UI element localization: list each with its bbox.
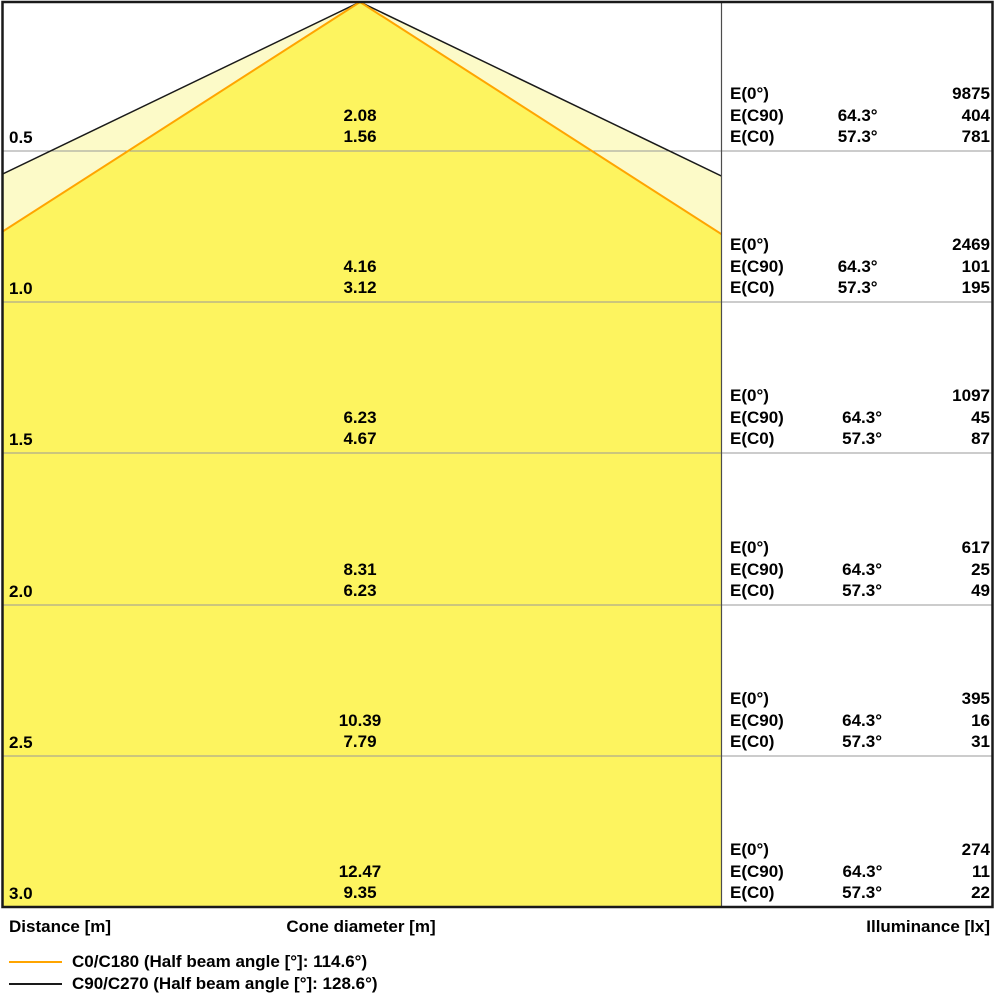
legend-c90-label: C90/C270 (Half beam angle [°]: 128.6°) [72,974,378,993]
ec0-label: E(C0) [730,732,775,751]
ec90-value: 45 [971,407,990,427]
illuminance-row [730,839,990,861]
ec0-value: 195 [961,278,990,297]
illuminance-row [730,537,990,559]
distance-label: 0.5 [9,128,33,147]
e0-label: E(0°) [730,386,769,405]
ec90-label: E(C90) [730,710,784,730]
ec90-value: 101 [961,256,990,276]
ec0-value: 49 [971,581,990,600]
e0-value: 395 [961,689,990,708]
ec90-angle: 64.3° [842,407,882,427]
e0-angle [833,234,952,256]
cone-diameter-c0: 6.23 [343,581,377,600]
illuminance-row [730,861,990,883]
e0-label: E(0°) [730,689,769,708]
cone-diameter-values [0,710,720,752]
ec90-label: E(C90) [730,407,784,427]
e0-angle [838,688,962,710]
ec0-angle: 57.3° [842,883,882,902]
ec0-label: E(C0) [730,581,775,600]
cone-diameter-c0: 4.67 [343,429,377,448]
cone-diameter-values [0,861,720,903]
illuminance-block [730,537,990,602]
cone-diameter-c90: 6.23 [343,408,377,427]
e0-label: E(0°) [730,840,769,859]
illuminance-row [730,731,990,753]
illuminance-row [730,105,990,127]
cone-diameter-c0: 3.12 [343,278,377,297]
ec90-angle: 64.3° [842,861,883,881]
c0-line-swatch-icon [9,961,62,963]
illuminance-row [730,710,990,732]
illuminance-row [730,234,990,256]
e0-value: 274 [961,840,990,859]
ec90-angle: 64.3° [837,105,878,125]
illuminance-row [730,277,990,299]
illuminance-row [730,559,990,581]
e0-value: 1097 [952,386,990,405]
ec90-value: 16 [971,710,990,730]
ec90-label: E(C90) [730,105,784,125]
cone-diameter-c0: 1.56 [343,127,377,146]
e0-label: E(0°) [730,235,769,254]
e0-label: E(0°) [730,538,769,557]
distance-label: 3.0 [9,884,33,903]
cone-diameter-values [0,256,720,298]
ec90-label: E(C90) [730,861,784,881]
distance-label: 2.0 [9,582,33,601]
cone-diameter-c90: 2.08 [343,106,377,125]
ec0-label: E(C0) [730,278,775,297]
e0-angle [833,83,952,105]
cone-diameter-values [0,105,720,147]
ec0-label: E(C0) [730,883,775,902]
cone-diameter-c90: 10.39 [338,711,382,730]
illuminance-row [730,83,990,105]
illuminance-row [730,256,990,278]
ec90-value: 11 [972,861,990,881]
legend-item-c0 [9,951,367,972]
cone-diameter-c0: 7.79 [343,732,377,751]
illuminance-block [730,839,990,904]
distance-label: 1.5 [9,430,33,449]
ec90-angle: 64.3° [842,559,882,579]
distance-label: 1.0 [9,279,33,298]
ec0-value: 31 [971,732,990,751]
cone-diameter-axis-label: Cone diameter [m] [286,917,436,936]
ec90-value: 404 [961,105,990,125]
ec90-label: E(C90) [730,559,784,579]
ec0-angle: 57.3° [837,127,878,146]
c90-line-swatch-icon [9,983,62,985]
e0-value: 2469 [952,235,990,254]
illuminance-block [730,83,990,148]
ec90-angle: 64.3° [842,710,882,730]
illuminance-row [730,428,990,450]
illuminance-row [730,580,990,602]
e0-value: 9875 [952,84,990,103]
illuminance-block [730,688,990,753]
e0-value: 617 [961,538,990,557]
cone-diameter-c90: 4.16 [343,257,377,276]
illuminance-row [730,385,990,407]
legend-item-c90 [9,973,378,994]
illuminance-block [730,234,990,299]
ec0-value: 781 [961,127,990,146]
ec0-angle: 57.3° [842,429,882,448]
distance-axis-label: Distance [m] [9,917,112,936]
distance-label: 2.5 [9,733,33,752]
ec0-angle: 57.3° [842,732,882,751]
illuminance-row [730,407,990,429]
ec0-label: E(C0) [730,429,775,448]
illuminance-row [730,688,990,710]
cone-diameter-values [0,407,720,449]
ec0-angle: 57.3° [837,278,878,297]
e0-angle [838,537,962,559]
cone-diameter-c90: 8.31 [343,560,377,579]
ec0-value: 87 [971,429,990,448]
cone-diameter-c0: 9.35 [343,883,377,902]
ec90-value: 25 [971,559,990,579]
e0-angle [838,839,962,861]
illuminance-block [730,385,990,450]
cone-diameter-values [0,559,720,601]
ec0-value: 22 [971,883,990,902]
ec90-label: E(C90) [730,256,784,276]
ec0-label: E(C0) [730,127,775,146]
e0-angle [833,385,952,407]
ec0-angle: 57.3° [842,581,882,600]
cone-diameter-c90: 12.47 [338,862,382,881]
ec90-angle: 64.3° [837,256,878,276]
illuminance-row [730,126,990,148]
illuminance-axis-label: Illuminance [lx] [866,917,990,936]
legend-c0-label: C0/C180 (Half beam angle [°]: 114.6°) [72,952,368,971]
illuminance-row [730,882,990,904]
e0-label: E(0°) [730,84,769,103]
